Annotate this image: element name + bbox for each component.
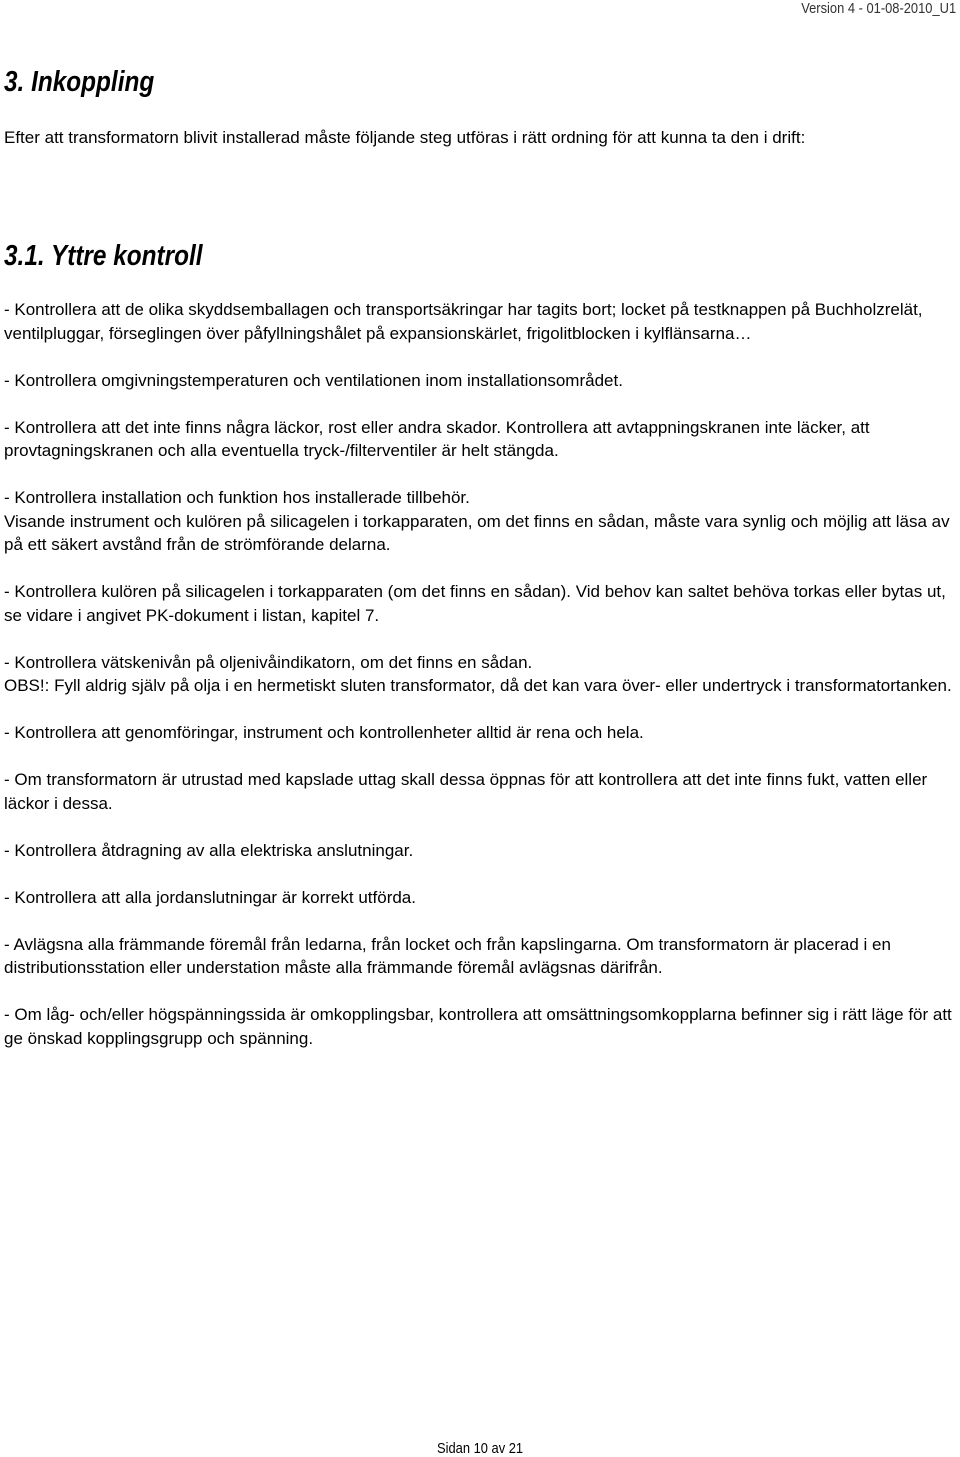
- check-item-bushings: - Kontrollera att genomföringar, instrument och kontrollenheter alltid är rena och hela.: [4, 723, 644, 742]
- check-item-leaks-rust: - Kontrollera att det inte finns några läckor, rost eller andra skador. Kontrollera att avtappningskranen inte läcker, att provtagningskranen och alla eventuella tryck-/filterventiler är helt stängda.: [4, 417, 870, 460]
- version-label: Version 4 - 01-08-2010_U1: [801, 0, 956, 17]
- check-item-ambient-temperature: - Kontrollera omgivningstemperaturen och ventilationen inom installationsområdet.: [4, 370, 623, 390]
- check-item-instruments-visible: Visande instrument och kulören på silicagelen i torkapparaten, om det finns en sådan, måste vara synlig och möjlig att läsa av på ett säkert avstånd från de strömförande delarna.: [4, 511, 950, 554]
- checklist: [4, 298, 960, 1050]
- check-item-accessories: - Kontrollera installation och funktion hos installerade tillbehör.: [4, 488, 470, 507]
- page-number: [0, 1440, 960, 1457]
- check-item-foreign-objects: - Avlägsna alla främmande föremål från ledarna, från locket och från kapslingarna. Om transformatorn är placerad i en distributionsstation eller understation måste alla främmande föremål avlägsnas därifrån.: [4, 934, 891, 977]
- check-item-grounding: - Kontrollera att alla jordanslutningar är korrekt utförda.: [4, 887, 416, 907]
- check-item-enclosed-outlets: - Om transformatorn är utrustad med kapslade uttag skall dessa öppnas för att kontrollera att det inte finns fukt, vatten eller läckor i dessa.: [4, 770, 928, 813]
- check-item-silicagel: - Kontrollera kulören på silicagelen i torkapparaten (om det finns en sådan). Vid behov kan saltet behöva torkas eller bytas ut, se vidare i angivet PK-dokument i listan, kapitel 7.: [4, 582, 946, 625]
- check-item-protection-removed: - Kontrollera att de olika skyddsemballagen och transportsäkringar har tagits bort; locket på testknappen på Buchholzrelät, ventilpluggar, förseglingen över påfyllningshålet på expansionskärlet, frigolitblocken i kylflänsarna…: [4, 300, 923, 343]
- section-heading: 3. Inkoppling: [4, 66, 155, 98]
- intro-paragraph: Efter att transformatorn blivit installerad måste följande steg utföras i rätt ordning för att kunna ta den i drift:: [4, 128, 806, 147]
- check-item-oil-level: - Kontrollera vätskenivån på oljenivåindikatorn, om det finns en sådan.: [4, 652, 533, 672]
- check-item-tap-changer: - Om låg- och/eller högspänningssida är omkopplingsbar, kontrollera att omsättningsomkopplarna befinner sig i rätt läge för att ge önskad kopplingsgrupp och spänning.: [4, 1005, 952, 1048]
- check-item-tightening: - Kontrollera åtdragning av alla elektriska anslutningar.: [4, 840, 414, 860]
- page-number-text: Sidan 10 av 21: [436, 1440, 524, 1457]
- note-obs: OBS!: Fyll aldrig själv på olja i en hermetiskt sluten transformator, då det kan vara över- eller undertryck i transformatortanken.: [4, 676, 952, 695]
- subsection-heading: 3.1. Yttre kontroll: [4, 240, 203, 272]
